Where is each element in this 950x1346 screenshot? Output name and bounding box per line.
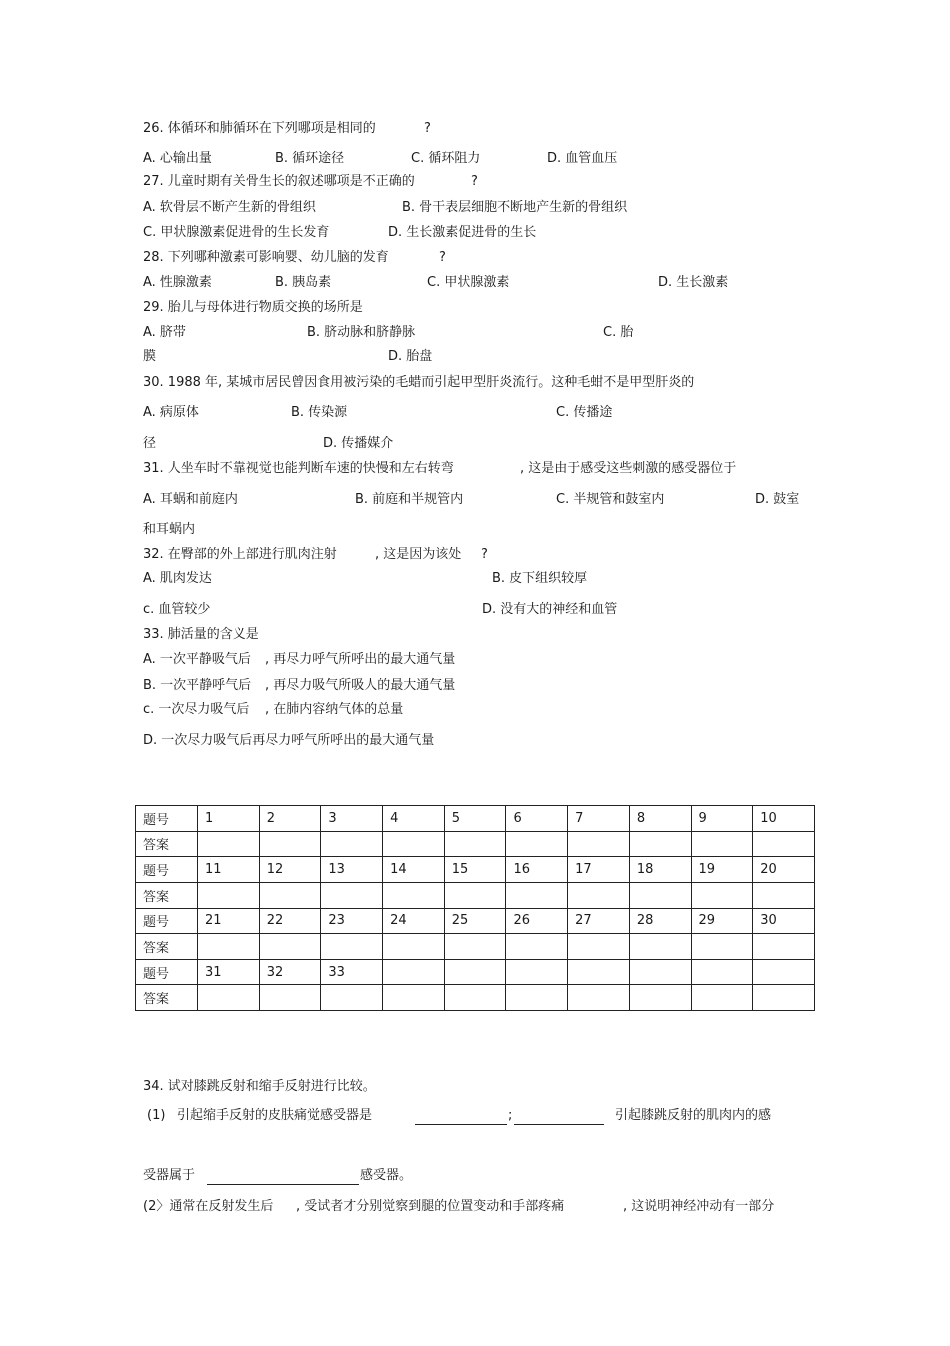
q28-option-d: D. 生长激素 [658, 275, 729, 290]
q28-option-c: C. 甲状腺激素 [427, 275, 510, 290]
q27-option-d: D. 生长激素促进骨的生长 [388, 225, 537, 240]
answer-cell[interactable] [691, 985, 753, 1011]
row-header-cell: 答案 [136, 831, 198, 857]
q34-part1-text3: 受器属于 [143, 1168, 196, 1183]
answer-cell[interactable] [259, 934, 321, 960]
q29-option-a: A. 脐带 [143, 325, 186, 340]
question-number-cell: 18 [629, 857, 691, 883]
q29-stem: 29. 胎儿与母体进行物质交换的场所是 [143, 300, 363, 315]
answer-cell[interactable] [506, 934, 568, 960]
q27-option-b: B. 骨干表层细胞不断地产生新的骨组织 [402, 200, 628, 215]
q34-part1-text2: 引起膝跳反射的肌肉内的感 [615, 1108, 772, 1123]
row-header-cell: 题号 [136, 959, 198, 985]
q31-stem: 31. 人坐车时不靠视觉也能判断车速的快慢和左右转弯 [143, 461, 454, 476]
q32-option-c: c. 血管较少 [143, 602, 211, 617]
question-number-cell: 10 [753, 806, 815, 832]
q34-part2-text2: , 受试者才分别觉察到腿的位置变动和手部疼痛 [296, 1199, 565, 1214]
question-number-cell: 3 [321, 806, 383, 832]
question-number-cell [506, 959, 568, 985]
question-number-cell: 13 [321, 857, 383, 883]
answer-cell[interactable] [383, 882, 445, 908]
question-number-cell: 33 [321, 959, 383, 985]
q29-option-c: C. 胎 [603, 325, 634, 340]
row-header-cell: 题号 [136, 806, 198, 832]
question-number-cell: 24 [383, 908, 445, 934]
answer-row [136, 882, 815, 908]
question-number-cell: 28 [629, 908, 691, 934]
answer-cell[interactable] [629, 934, 691, 960]
q30-option-d: D. 传播媒介 [323, 436, 394, 451]
question-number-cell: 4 [383, 806, 445, 832]
answer-cell[interactable] [629, 831, 691, 857]
answer-cell[interactable] [568, 882, 630, 908]
q32-mark: ? [481, 547, 488, 562]
row-header-cell: 题号 [136, 908, 198, 934]
q33-option-b-cont: , 再尽力吸气所吸人的最大通气量 [265, 678, 456, 693]
answer-cell[interactable] [259, 985, 321, 1011]
question-number-row [136, 806, 815, 832]
question-number-cell: 16 [506, 857, 568, 883]
q32-stem-cont: , 这是因为该处 [375, 547, 462, 562]
answer-cell[interactable] [198, 831, 260, 857]
q30-stem: 30. 1988 年, 某城市居民曾因食用被污染的毛蜡而引起甲型肝炎流行。这种毛蚶不是甲型肝炎的 [143, 375, 695, 390]
q34-part2-text: (2〉通常在反射发生后 [143, 1199, 274, 1214]
answer-cell[interactable] [383, 985, 445, 1011]
answer-cell[interactable] [506, 985, 568, 1011]
question-number-cell: 20 [753, 857, 815, 883]
q33-option-b: B. 一次平静呼气后 [143, 678, 252, 693]
q32-option-a: A. 肌肉发达 [143, 571, 212, 586]
answer-row [136, 831, 815, 857]
answer-cell[interactable] [691, 831, 753, 857]
q34-part1-text: 引起缩手反射的皮肤痛觉感受器是 [177, 1108, 373, 1123]
q34-part1-sep: ; [508, 1108, 513, 1123]
q33-stem: 33. 肺活量的含义是 [143, 627, 259, 642]
q27-mark: ? [471, 174, 478, 189]
answer-cell[interactable] [321, 882, 383, 908]
question-number-cell [691, 959, 753, 985]
question-number-cell: 29 [691, 908, 753, 934]
question-number-cell: 32 [259, 959, 321, 985]
q33-option-a-cont: , 再尽力呼气所呼出的最大通气量 [265, 652, 456, 667]
q33-option-c-cont: , 在肺内容纳气体的总量 [265, 702, 404, 717]
answer-cell[interactable] [198, 882, 260, 908]
q30-option-c-wrap: 径 [143, 436, 157, 451]
q28-stem: 28. 下列哪种激素可影响婴、幼儿脑的发育 [143, 250, 389, 265]
question-number-cell: 17 [568, 857, 630, 883]
answer-row [136, 934, 815, 960]
answer-cell[interactable] [629, 985, 691, 1011]
question-number-cell: 7 [568, 806, 630, 832]
question-number-cell: 27 [568, 908, 630, 934]
question-number-cell: 14 [383, 857, 445, 883]
answer-cell[interactable] [506, 831, 568, 857]
answer-cell[interactable] [753, 985, 815, 1011]
answer-cell[interactable] [444, 985, 506, 1011]
answer-cell[interactable] [259, 831, 321, 857]
answer-cell[interactable] [506, 882, 568, 908]
question-number-cell: 11 [198, 857, 260, 883]
q28-mark: ? [439, 250, 446, 265]
row-header-cell: 题号 [136, 857, 198, 883]
answer-cell[interactable] [568, 985, 630, 1011]
q26-option-d: D. 血管血压 [547, 151, 618, 166]
question-number-cell: 9 [691, 806, 753, 832]
question-number-cell: 12 [259, 857, 321, 883]
q32-stem: 32. 在臀部的外上部进行肌肉注射 [143, 547, 337, 562]
answer-cell[interactable] [629, 882, 691, 908]
question-number-cell [444, 959, 506, 985]
question-number-cell: 1 [198, 806, 260, 832]
q27-option-c: C. 甲状腺激素促进骨的生长发育 [143, 225, 330, 240]
answer-cell[interactable] [444, 934, 506, 960]
q34-part1-label: (1) [147, 1108, 166, 1123]
q26-option-a: A. 心输出量 [143, 151, 212, 166]
answer-cell[interactable] [753, 831, 815, 857]
answer-cell[interactable] [753, 882, 815, 908]
answer-cell[interactable] [444, 882, 506, 908]
question-number-cell: 26 [506, 908, 568, 934]
q31-option-c: C. 半规管和鼓室内 [556, 492, 665, 507]
question-number-cell: 30 [753, 908, 815, 934]
q28-option-a: A. 性腺激素 [143, 275, 212, 290]
answer-cell[interactable] [321, 985, 383, 1011]
answer-blank-3[interactable] [207, 1184, 359, 1185]
question-number-row [136, 908, 815, 934]
answer-table [135, 805, 815, 1011]
answer-cell[interactable] [568, 934, 630, 960]
q29-option-b: B. 脐动脉和脐静脉 [307, 325, 416, 340]
answer-cell[interactable] [198, 985, 260, 1011]
question-number-cell [753, 959, 815, 985]
q32-option-b: B. 皮下组织较厚 [492, 571, 588, 586]
question-number-cell: 6 [506, 806, 568, 832]
q30-option-c: C. 传播途 [556, 405, 613, 420]
answer-row [136, 985, 815, 1011]
answer-cell[interactable] [198, 934, 260, 960]
answer-cell[interactable] [753, 934, 815, 960]
answer-cell[interactable] [383, 831, 445, 857]
answer-blank-2[interactable] [514, 1124, 604, 1125]
row-header-cell: 答案 [136, 985, 198, 1011]
answer-cell[interactable] [259, 882, 321, 908]
q34-part2-text3: , 这说明神经冲动有一部分 [623, 1199, 775, 1214]
question-number-cell: 8 [629, 806, 691, 832]
q29-option-c-wrap: 膜 [143, 349, 157, 364]
q26-stem: 26. 体循环和肺循环在下列哪项是相同的 [143, 121, 376, 136]
question-number-cell: 31 [198, 959, 260, 985]
q30-option-a: A. 病原体 [143, 405, 199, 420]
answer-cell[interactable] [321, 934, 383, 960]
q31-option-a: A. 耳蜗和前庭内 [143, 492, 238, 507]
question-number-cell [629, 959, 691, 985]
answer-cell[interactable] [568, 831, 630, 857]
q33-option-d: D. 一次尽力吸气后再尽力呼气所呼出的最大通气量 [143, 733, 435, 748]
answer-cell[interactable] [691, 934, 753, 960]
q26-option-c: C. 循环阻力 [411, 151, 481, 166]
question-number-cell: 23 [321, 908, 383, 934]
q34-part1-text4: 感受器。 [360, 1168, 413, 1183]
answer-cell[interactable] [321, 831, 383, 857]
q27-stem: 27. 儿童时期有关骨生长的叙述哪项是不正确的 [143, 174, 415, 189]
q32-option-d: D. 没有大的神经和血管 [482, 602, 618, 617]
answer-cell[interactable] [691, 882, 753, 908]
q26-mark: ? [424, 121, 431, 136]
q31-stem-cont: , 这是由于感受这些刺激的感受器位于 [520, 461, 737, 476]
q27-option-a: A. 软骨层不断产生新的骨组织 [143, 200, 316, 215]
answer-blank-1[interactable] [415, 1124, 507, 1125]
answer-cell[interactable] [444, 831, 506, 857]
q26-option-b: B. 循环途径 [275, 151, 345, 166]
question-number-row [136, 857, 815, 883]
question-number-row [136, 959, 815, 985]
q31-option-d: D. 鼓室 [755, 492, 800, 507]
q28-option-b: B. 胰岛素 [275, 275, 332, 290]
question-number-cell [383, 959, 445, 985]
question-number-cell: 2 [259, 806, 321, 832]
question-number-cell: 21 [198, 908, 260, 934]
question-number-cell: 15 [444, 857, 506, 883]
question-number-cell: 25 [444, 908, 506, 934]
q31-option-d-wrap: 和耳蜗内 [143, 522, 196, 537]
q33-option-a: A. 一次平静吸气后 [143, 652, 251, 667]
row-header-cell: 答案 [136, 882, 198, 908]
answer-cell[interactable] [383, 934, 445, 960]
question-number-cell: 22 [259, 908, 321, 934]
q29-option-d: D. 胎盘 [388, 349, 433, 364]
question-number-cell: 5 [444, 806, 506, 832]
q31-option-b: B. 前庭和半规管内 [355, 492, 464, 507]
q30-option-b: B. 传染源 [291, 405, 348, 420]
q34-stem: 34. 试对膝跳反射和缩手反射进行比较。 [143, 1079, 376, 1094]
question-number-cell [568, 959, 630, 985]
q33-option-c: c. 一次尽力吸气后 [143, 702, 250, 717]
question-number-cell: 19 [691, 857, 753, 883]
row-header-cell: 答案 [136, 934, 198, 960]
